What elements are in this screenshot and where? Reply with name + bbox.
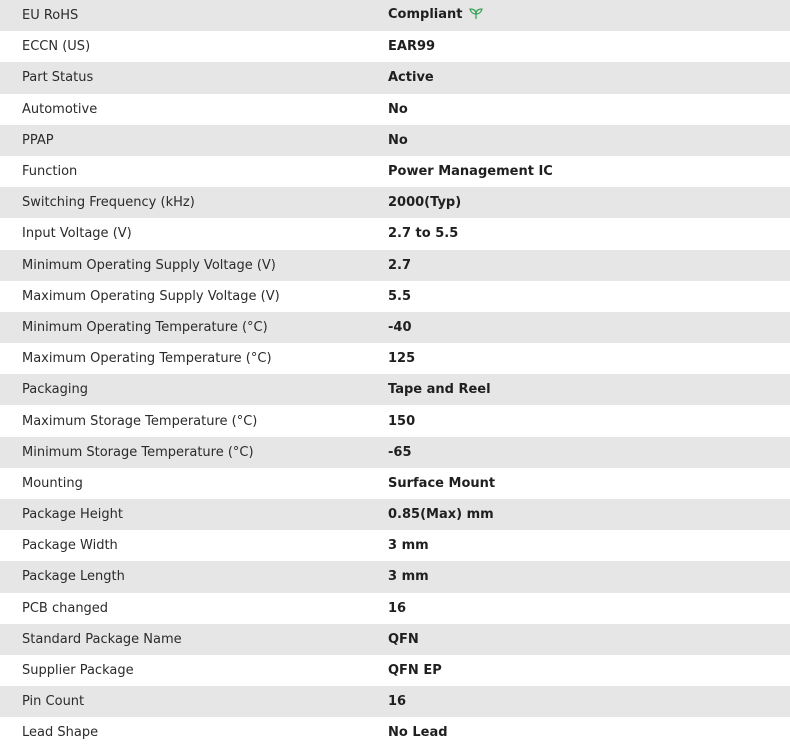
spec-value: 16 xyxy=(388,694,407,710)
spec-label: EU RoHS xyxy=(22,8,79,24)
spec-label: Input Voltage (V) xyxy=(22,226,132,242)
spec-row-pin-count xyxy=(0,686,790,717)
spec-value: Compliant xyxy=(388,7,463,23)
spec-label: Maximum Operating Supply Voltage (V) xyxy=(22,288,280,304)
spec-value-cell xyxy=(388,0,790,31)
spec-label: Lead Shape xyxy=(22,725,99,741)
spec-value: No xyxy=(388,101,408,117)
spec-row-automotive xyxy=(0,94,790,125)
spec-row-min-operating-temp xyxy=(0,312,790,343)
spec-label: Standard Package Name xyxy=(22,631,182,647)
spec-value: 150 xyxy=(388,413,416,429)
spec-value: -65 xyxy=(388,444,412,460)
spec-row-max-storage-temp xyxy=(0,405,790,436)
spec-row-part-status xyxy=(0,62,790,93)
spec-value: 5.5 xyxy=(388,288,412,304)
spec-label: Switching Frequency (kHz) xyxy=(22,195,195,211)
spec-value: 2.7 xyxy=(388,257,412,273)
spec-row-packaging xyxy=(0,374,790,405)
spec-row-package-height xyxy=(0,499,790,530)
spec-value: -40 xyxy=(388,319,412,335)
spec-value: 3 mm xyxy=(388,538,429,554)
spec-label: PCB changed xyxy=(22,600,109,616)
spec-value: Tape and Reel xyxy=(388,382,491,398)
spec-row-min-storage-temp xyxy=(0,437,790,468)
spec-label: Minimum Storage Temperature (°C) xyxy=(22,444,254,460)
spec-label: Package Length xyxy=(22,569,125,585)
spec-row-pcb-changed xyxy=(0,593,790,624)
spec-row-function xyxy=(0,156,790,187)
leaf-icon xyxy=(468,8,484,24)
spec-row-min-supply-voltage xyxy=(0,250,790,281)
spec-value: 2000(Typ) xyxy=(388,195,462,211)
spec-row-package-length xyxy=(0,561,790,592)
spec-label: Package Height xyxy=(22,507,123,523)
spec-label: Package Width xyxy=(22,538,118,554)
spec-value: Surface Mount xyxy=(388,475,496,491)
spec-value: QFN xyxy=(388,631,419,647)
spec-label: Minimum Operating Temperature (°C) xyxy=(22,319,268,335)
spec-label: Part Status xyxy=(22,70,94,86)
spec-value: 16 xyxy=(388,600,407,616)
spec-label: Packaging xyxy=(22,382,88,398)
spec-row-max-supply-voltage xyxy=(0,281,790,312)
spec-label: PPAP xyxy=(22,132,54,148)
spec-row-ppap xyxy=(0,125,790,156)
spec-row-standard-package-name xyxy=(0,624,790,655)
spec-row-eccn xyxy=(0,31,790,62)
spec-value: 2.7 to 5.5 xyxy=(388,226,459,242)
spec-label: Function xyxy=(22,164,78,180)
spec-row-supplier-package xyxy=(0,655,790,686)
spec-label: Automotive xyxy=(22,101,98,117)
spec-label: Mounting xyxy=(22,475,83,491)
spec-value: EAR99 xyxy=(388,39,436,55)
spec-row-mounting xyxy=(0,468,790,499)
spec-value: QFN EP xyxy=(388,663,442,679)
spec-label: Maximum Storage Temperature (°C) xyxy=(22,413,258,429)
spec-row-eu-rohs xyxy=(0,0,790,31)
spec-label: ECCN (US) xyxy=(22,39,91,55)
spec-label: Supplier Package xyxy=(22,663,134,679)
spec-label: Maximum Operating Temperature (°C) xyxy=(22,351,272,367)
spec-label: Pin Count xyxy=(22,694,85,710)
spec-row-max-operating-temp xyxy=(0,343,790,374)
spec-value: 3 mm xyxy=(388,569,429,585)
spec-value: No Lead xyxy=(388,725,448,741)
spec-value: 0.85(Max) mm xyxy=(388,507,494,523)
spec-value: Power Management IC xyxy=(388,164,553,180)
spec-label: Minimum Operating Supply Voltage (V) xyxy=(22,257,276,273)
spec-row-input-voltage xyxy=(0,218,790,249)
spec-row-package-width xyxy=(0,530,790,561)
spec-value: 125 xyxy=(388,351,416,367)
spec-value: Active xyxy=(388,70,434,86)
spec-row-switching-frequency xyxy=(0,187,790,218)
spec-value: No xyxy=(388,132,408,148)
